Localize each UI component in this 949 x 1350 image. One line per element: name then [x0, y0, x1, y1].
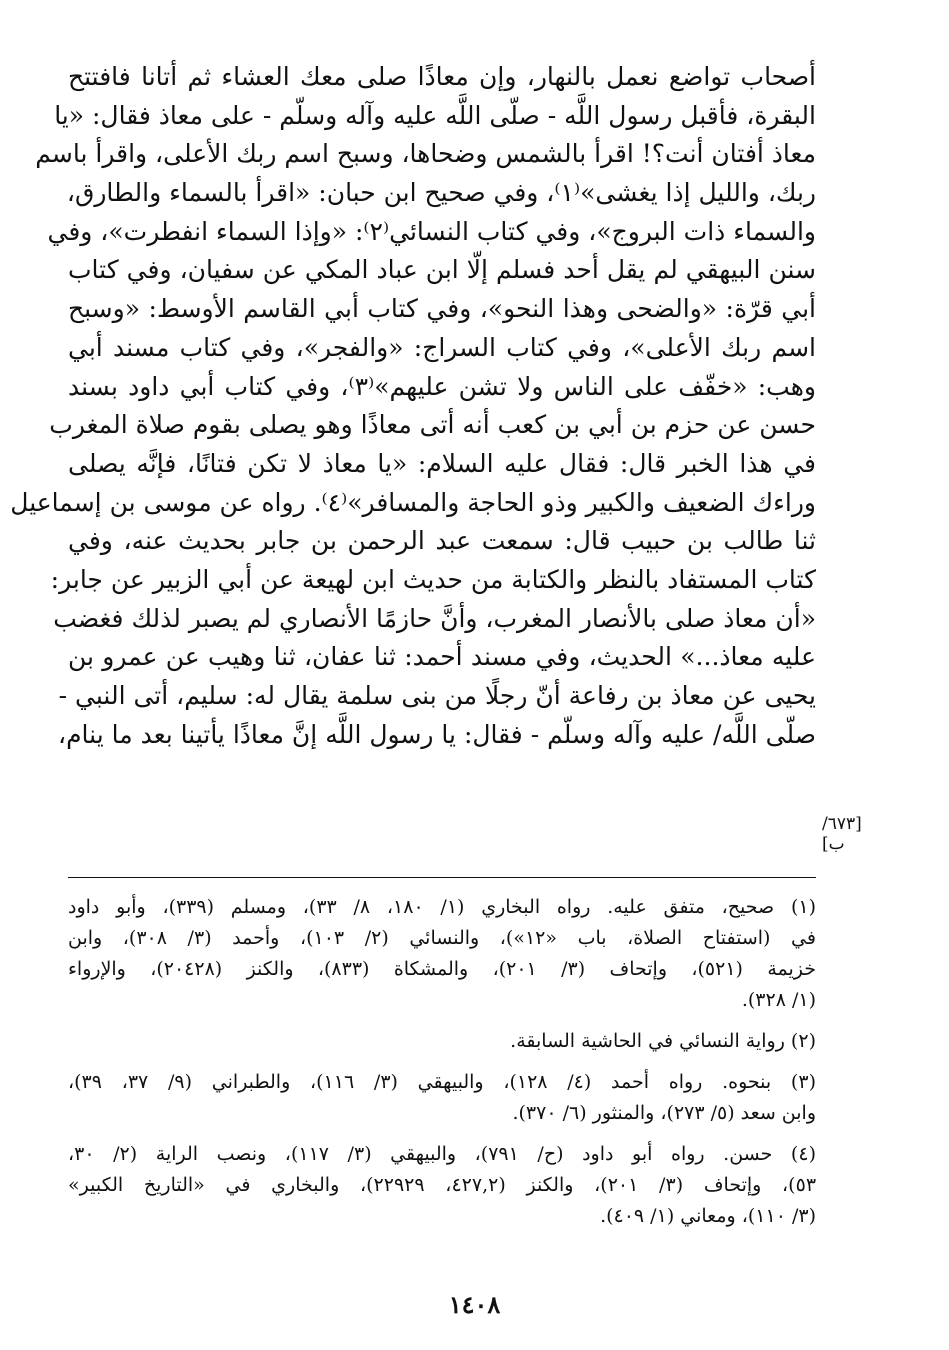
- footnote-4: [68, 1139, 816, 1232]
- text-line: كتاب المستفاد بالنظر والكتابة من حديث ابن لهيعة عن أبي الزبير عن جابر:: [50, 564, 816, 594]
- text-line: ثنا طالب بن حبيب قال: سمعت عبد الرحمن بن جابر بحديث عنه، وفي: [68, 526, 816, 556]
- footnote-line: (١) صحيح، متفق عليه. رواه البخاري (١/ ١٨٠، ٨/ ٣٣)، ومسلم (٣٣٩)، وأبو داود: [68, 896, 816, 918]
- text-line: في هذا الخبر قال: فقال عليه السلام: «يا معاذ لا تكن فتانًا، فإنَّه يصلى: [68, 448, 816, 478]
- footnote-line: (١/ ٣٢٨).: [741, 989, 816, 1011]
- text-line: سنن البيهقي لم يقل أحد فسلم إلّا ابن عباد المكي عن سفيان، وفي كتاب: [68, 255, 816, 285]
- footnote-1: [68, 892, 816, 1016]
- text-line: اسم ربك الأعلى»، وفي كتاب السراج: «والفجر»، وفي كتاب مسند أبي: [68, 332, 816, 362]
- footnote-line: (٣) بنحوه. رواه أحمد (٤/ ١٢٨)، والبيهقي (٣/ ١١٦)، والطبراني (٩/ ٣٧، ٣٩)،: [68, 1071, 816, 1093]
- footnotes: [68, 892, 816, 1242]
- text-line: يحيى عن معاذ بن رفاعة أنّ رجلًا من بنى سلمة يقال له: سليم، أتى النبي -: [58, 681, 816, 710]
- footnote-3: [68, 1067, 816, 1129]
- text-line: حسن عن حزم بن أبي بن كعب أنه أتى معاذًا وهو يصلى بقوم صلاة المغرب: [49, 410, 816, 440]
- footnote-2: [68, 1026, 816, 1057]
- footnote-line: (٣/ ١١٠)، ومعاني (١/ ٤٠٩).: [600, 1205, 816, 1227]
- footnote-line: (٤) حسن. رواه أبو داود (ح/ ٧٩١)، والبيهقي (٣/ ١١٧)، ونصب الراية (٢/ ٣٠،: [68, 1143, 816, 1165]
- footnote-line: في (استفتاح الصلاة، باب «١٢»)، والنسائي (٢/ ١٠٣)، وأحمد (٣/ ٣٠٨)، وابن: [68, 927, 816, 949]
- footnote-separator: [68, 877, 816, 878]
- footnote-line: وابن سعد (٥/ ٢٧٣)، والمنثور (٦/ ٣٧٠).: [512, 1102, 816, 1124]
- manuscript-folio-marker: [٦٧٣/ ب]: [822, 814, 862, 854]
- text-line: أصحاب تواضع نعمل بالنهار، وإن معاذًا صلى معك العشاء ثم أتانا فافتتح: [68, 62, 816, 91]
- page-number: ١٤٠٨: [448, 1290, 501, 1319]
- text-line: والسماء ذات البروج»، وفي كتاب النسائي⁽٢⁾: «وإذا السماء انفطرت»، وفي: [47, 216, 816, 246]
- footnote-line: (٢) رواية النسائي في الحاشية السابقة.: [510, 1030, 816, 1052]
- text-line: البقرة، فأقبل رسول اللَّه - صلّى اللَّه عليه وآله وسلّم - على معاذ فقال: «يا: [54, 100, 816, 130]
- text-line: ربك، والليل إذا يغشى»⁽١⁾، وفي صحيح ابن حبان: «اقرأ بالسماء والطارق،: [66, 178, 816, 208]
- text-line: أبي قرّة: «والضحى وهذا النحو»، وفي كتاب أبي القاسم الأوسط: «وسبح: [68, 294, 816, 324]
- text-line: «أن معاذ صلى بالأنصار المغرب، وأنَّ حازمًا الأنصاري لم يصبر لذلك فغضب: [53, 603, 816, 633]
- footnote-line: ٥٣)، وإتحاف (٣/ ٢٠١)، والكنز (٤٢٧,٢، ٢٢٩٢٩)، والبخاري في «التاريخ الكبير»: [68, 1174, 817, 1196]
- text-line: وراءك الضعيف والكبير وذو الحاجة والمسافر»⁽٤⁾. رواه عن موسى بن إسماعيل: [10, 487, 816, 517]
- main-text: [10, 58, 816, 754]
- text-line: وهب: «خفّف على الناس ولا تشن عليهم»⁽٣⁾، وفي كتاب أبي داود بسند: [68, 371, 816, 401]
- text-line: معاذ أفتان أنت؟! اقرأ بالشمس وضحاها، وسبح اسم ربك الأعلى، واقرأ باسم: [35, 139, 816, 169]
- text-line: صلّى اللَّه/ عليه وآله وسلّم - فقال: يا رسول اللَّه إنَّ معاذًا يأتينا بعد ما ينام،: [58, 719, 816, 749]
- text-line: عليه معاذ...» الحديث، وفي مسند أحمد: ثنا عفان، ثنا وهيب عن عمرو بن: [68, 642, 816, 672]
- footnote-line: خزيمة (٥٢١)، وإتحاف (٣/ ٢٠١)، والمشكاة (٨٣٣)، والكنز (٢٠٤٢٨)، والإرواء: [68, 958, 817, 980]
